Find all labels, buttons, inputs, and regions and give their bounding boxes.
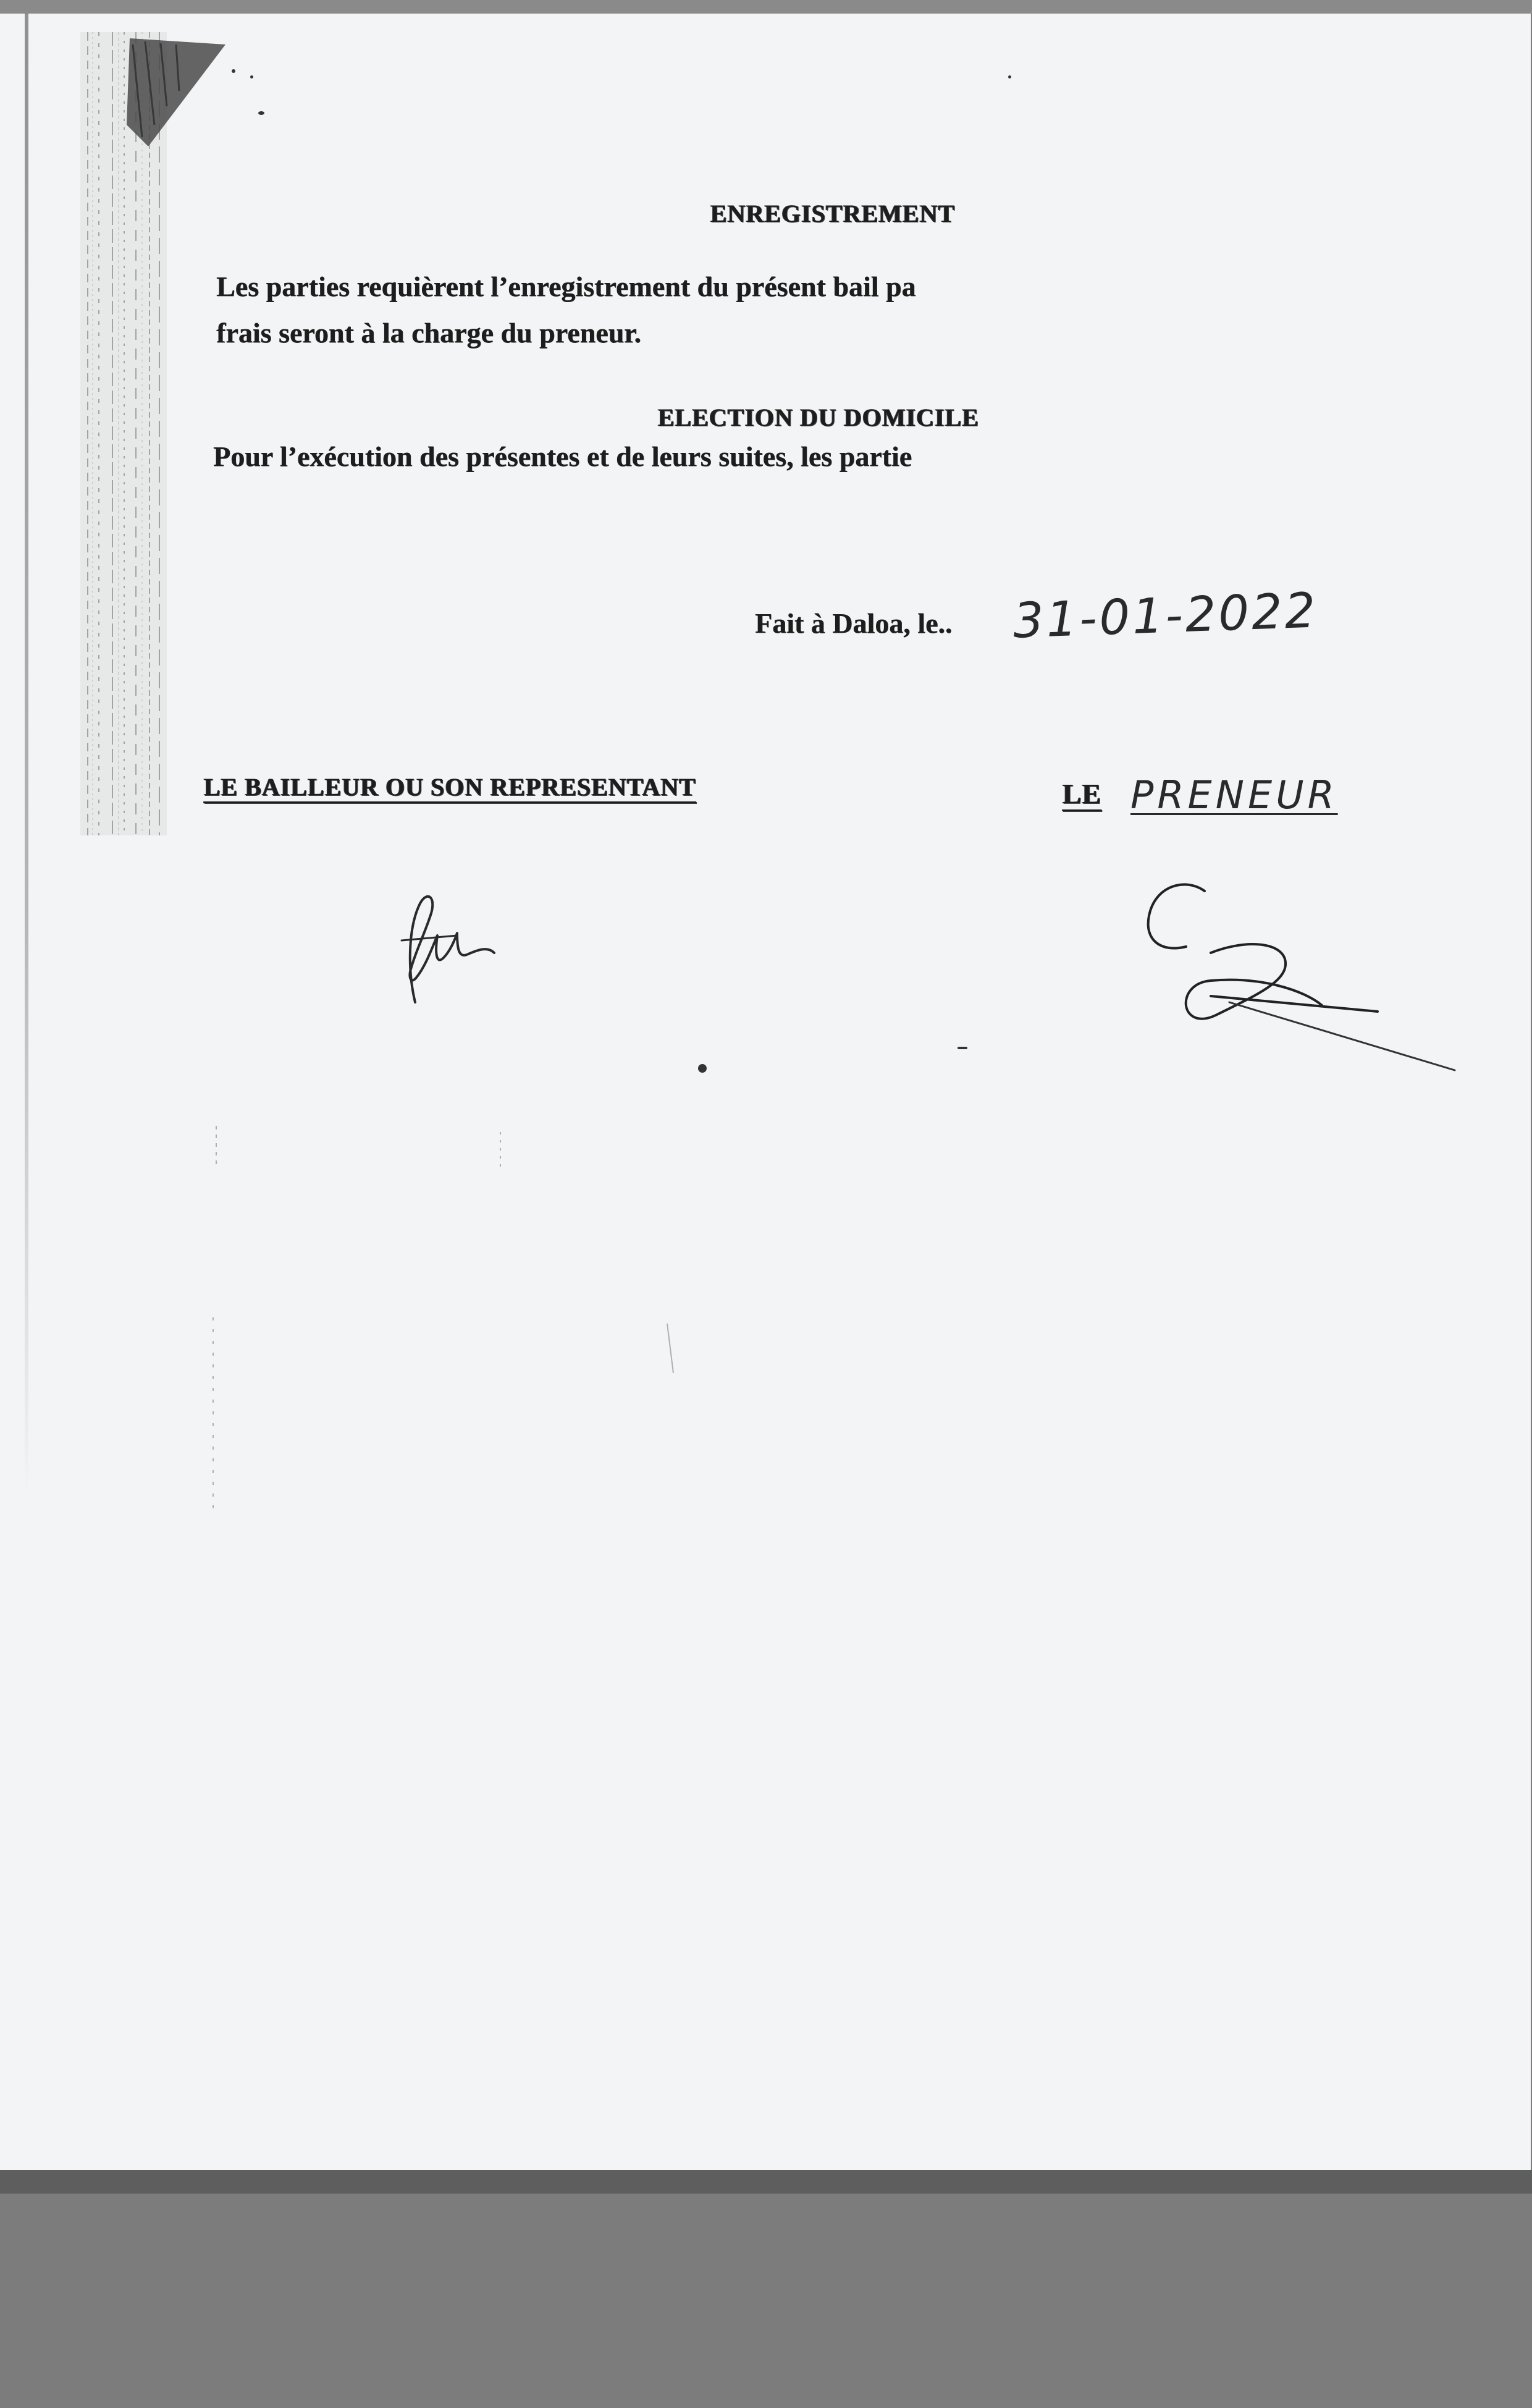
registration-text-line-1: Les parties requièrent l’enregistrement du présent bail pa [216,271,916,302]
scanner-top-margin [0,0,1532,14]
place-date-printed: Fait à Daloa, le.. [755,607,953,639]
domicile-text-line-1: Pour l’exécution des présentes et de leurs suites, les partie [213,441,912,472]
speck [258,111,264,115]
lessor-signature-label: LE BAILLEUR OU SON REPRESENTANT [204,773,697,801]
scanner-bottom-band [0,2170,1532,2194]
lessee-label-printed: LE [1063,778,1102,809]
lessor-signature [371,879,531,1015]
speck [698,1064,707,1073]
speck [958,1047,967,1049]
scan-artifacts [198,1113,754,1546]
speck [232,69,235,73]
speck [250,75,253,78]
section-heading-domicile: ELECTION DU DOMICILE [658,403,980,431]
document-page [0,14,1531,2170]
handwritten-date: 31-01-2022 [1012,583,1319,649]
lessee-label-handwritten: PRENEUR [1130,772,1338,817]
speck [1008,75,1011,78]
page-left-edge-shadow [25,14,28,1497]
corner-smudge [124,32,229,150]
registration-text-line-2: frais seront à la charge du preneur. [216,317,641,349]
section-heading-registration: ENREGISTREMENT [710,200,956,227]
copier-stripe-artifact [80,32,167,835]
lessee-signature [1118,872,1464,1083]
